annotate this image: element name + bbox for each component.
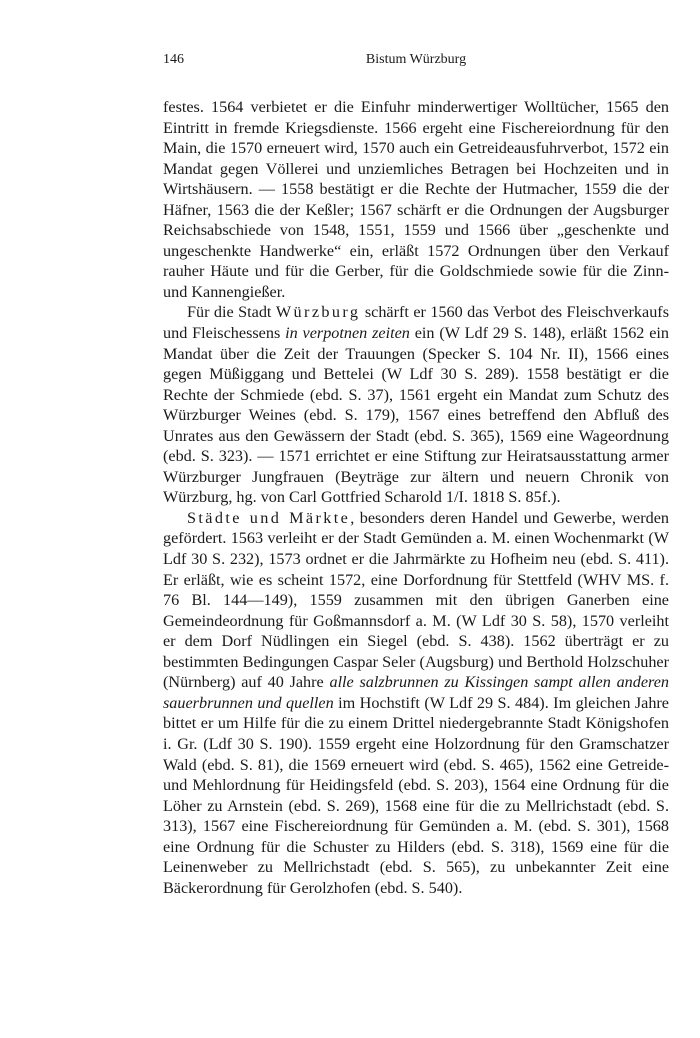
paragraph-3-text-2: im Hochstift (W Ldf 29 S. 484). Im gleichen Jahre bittet er um Hilfe für die zu einem Drittel niedergebrannte Stadt Königshofen i. Gr. (Ldf 30 S. 190). 1559 ergeht eine Holzordnung für den Gramschatzer Wald (ebd. S. 81), die 1569 erneuert wird (ebd. S. 465), 1562 eine Getreide- und Mehlordnung für Heidingsfeld (ebd. S. 203), 1564 eine Ordnung für die Löher zu Arnstein (ebd. S. 269), 1568 eine für die zu Mellrichstadt (ebd. S. 313), 1567 eine Fischereiordnung für Gemünden a. M. (ebd. S. 301), 1568 eine Ordnung für die Schuster zu Hilders (ebd. S. 318), 1569 eine für die Leinenweber zu Mellrichstadt (ebd. S. 565), zu unbekannter Zeit eine Bäckerordnung für Gerolzhofen (ebd. S. 540). (163, 693, 669, 897)
quote-verpotnen-zeiten: in verpotnen zeiten (285, 324, 410, 343)
running-title: Bistum Würzburg (365, 52, 467, 67)
paragraph-2-text-2: schärft er 1560 das Verbot des Fleischverkaufs und Fleischessens (163, 303, 669, 343)
spaced-term-wuerzburg: Würzburg (275, 303, 361, 322)
paragraph-3-text-1: , besonders deren Handel und Gewerbe, werden gefördert. 1563 verleiht er der Stadt Gemünden a. M. einen Wochenmarkt (W Ldf 30 S. 232), 1573 ordnet er die Jahrmärkte zu Hofheim neu (ebd. S. 411). Er erläßt, wie es scheint 1572, eine Dorfordnung für Stettfeld (WHV MS. f. 76 Bl. 144—149), 1559 zusammen mit den übrigen Ganerben eine Gemeindeordnung für Goßmannsdorf a. M. (W Ldf 30 S. 58), 1570 verleiht er dem Dorf Nüdlingen ein Siegel (ebd. S. 438). 1562 überträgt er zu bestimmten Bedingungen Caspar Seler (Augsburg) und Berthold Holzschuher (Nürnberg) auf 40 Jahre (163, 508, 669, 692)
paragraph-3 (163, 508, 669, 898)
page-header (163, 52, 669, 74)
page-number: 146 (163, 52, 184, 67)
paragraph-2-text-3: ein (W Ldf 29 S. 148), erläßt 1562 ein Mandat über die Zeit der Trauungen (Specker S. 104 Nr. II), 1566 eines gegen Müßiggang und Bettelei (W Ldf 30 S. 289). 1558 bestätigt er die Rechte der Schmiede (ebd. S. 37), 1561 ergeht ein Mandat zum Schutz des Würzburger Weines (ebd. S. 179), 1567 eines betreffend den Abfluß des Unrates aus den Gewässern der Stadt (ebd. S. 365), 1569 eine Wageordnung (ebd. S. 323). — 1571 errichtet er eine Stiftung zur Heiratsausstattung armer Würzburger Jungfrauen (Beyträge zur ältern und neuern Chronik von Würzburg, hg. von Carl Gottfried Scharold 1/I. 1818 S. 85f.). (163, 324, 670, 507)
paragraph-1 (163, 97, 669, 302)
paragraph-2-text-1: Für die Stadt (187, 303, 276, 322)
spaced-term-staedte-maerkte: Städte und Märkte (187, 508, 351, 527)
body-text (163, 97, 669, 898)
paragraph-1-text: festes. 1564 verbietet er die Einfuhr minderwertiger Wolltücher, 1565 den Eintritt in fremde Kriegsdienste. 1566 ergeht eine Fischereiordnung für den Main, die 1570 erneuert wird, 1570 auch ein Getreideausfuhrverbot, 1572 ein Mandat gegen Völlerei und unziemliches Betragen bei Hochzeiten und in Wirtshäusern. — 1558 bestätigt er die Rechte der Hutmacher, 1559 die der Häfner, 1563 die der Keßler; 1567 schärft er die Ordnungen der Augsburger Reichsabschiede von 1548, 1551, 1559 und 1566 über „geschenkte und ungeschenkte Handwerke“ ein, erläßt 1572 Ordnungen über den Verkauf rauher Häute und für die Gerber, für die Goldschmiede sowie für die Zinn- und Kannengießer. (163, 98, 669, 301)
quote-salzbrunnen: alle salzbrunnen zu Kissingen sampt allen anderen sauerbrunnen und quellen (163, 673, 670, 712)
paragraph-2 (163, 302, 669, 507)
